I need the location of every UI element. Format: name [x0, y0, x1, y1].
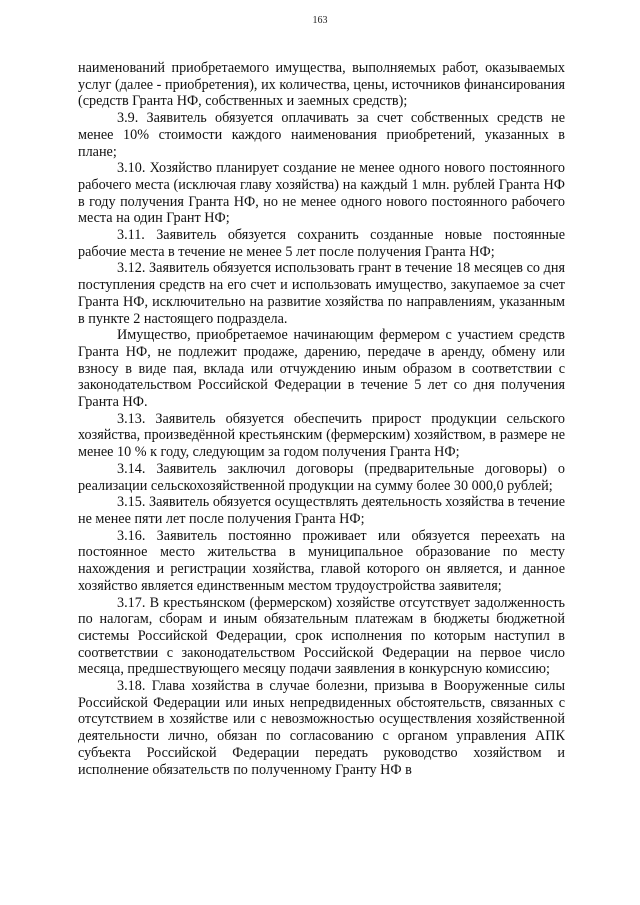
paragraph-3-18: 3.18. Глава хозяйства в случае болезни, призыва в Вооруженные силы Российской Федерации или иных непредвиденных обстоятельств, связанных с отсутствием в хозяйстве или с невозможностью осуществления хозяйственной деятельности лично, обязан по согласованию с органом управления АПК субъекта Российской Федерации передать руководство хозяйством и исполнение обязательств по полученному Гранту НФ в: [78, 678, 565, 778]
document-body: [78, 60, 565, 778]
paragraph-3-17: 3.17. В крестьянском (фермерском) хозяйстве отсутствует задолженность по налогам, сборам и иным обязательным платежам в бюджеты бюджетной системы Российской Федерации, срок исполнения по которым наступил в соответствии с законодательством Российской Федерации на первое число месяца, предшествующего месяцу подачи заявления в конкурсную комиссию;: [78, 594, 565, 678]
paragraph-property: Имущество, приобретаемое начинающим фермером с участием средств Гранта НФ, не подлежит продаже, дарению, передаче в аренду, обмену или взносу в виде пая, вклада или отчуждению иным образом в соответствии с законодательством Российской Федерации в течение 5 лет со дня получения Гранта НФ.: [78, 327, 565, 411]
paragraph-3-13: 3.13. Заявитель обязуется обеспечить прирост продукции сельского хозяйства, произведённой крестьянским (фермерским) хозяйством, в размере не менее 10 % к году, следующим за годом получения Гранта НФ;: [78, 410, 565, 461]
paragraph-3-16: 3.16. Заявитель постоянно проживает или обязуется переехать на постоянное место жительства в муниципальное образование по месту нахождения и регистрации хозяйства, главой которого он является, и данное хозяйство является единственным местом трудоустройства заявителя;: [78, 527, 565, 594]
paragraph-3-14: 3.14. Заявитель заключил договоры (предварительные договоры) о реализации сельскохозяйственной продукции на сумму более 30 000,0 рублей;: [78, 460, 565, 494]
page-number: 163: [312, 15, 328, 26]
paragraph-3-15: 3.15. Заявитель обязуется осуществлять деятельность хозяйства в течение не менее пяти лет после получения Гранта НФ;: [78, 494, 565, 527]
paragraph-3-12: 3.12. Заявитель обязуется использовать грант в течение 18 месяцев со дня поступления средств на его счет и использовать имущество, закупаемое за счет Гранта НФ, исключительно на развитие хозяйства по направлениям, указанным в пункте 2 настоящего подраздела.: [78, 260, 565, 327]
paragraph-continuation: наименований приобретаемого имущества, выполняемых работ, оказываемых услуг (далее - приобретения), их количества, цены, источников финансирования (средств Гранта НФ, собственных и заемных средств);: [78, 60, 565, 110]
paragraph-3-9: 3.9. Заявитель обязуется оплачивать за счет собственных средств не менее 10% стоимости каждого наименования приобретений, указанных в плане;: [78, 110, 565, 160]
paragraph-3-10: 3.10. Хозяйство планирует создание не менее одного нового постоянного рабочего места (исключая главу хозяйства) на каждый 1 млн. рублей Гранта НФ в году получения Гранта НФ, но не менее одного нового постоянного рабочего места на один Грант НФ;: [78, 160, 565, 227]
paragraph-3-11: 3.11. Заявитель обязуется сохранить созданные новые постоянные рабочие места в течение не менее 5 лет после получения Гранта НФ;: [78, 227, 565, 260]
